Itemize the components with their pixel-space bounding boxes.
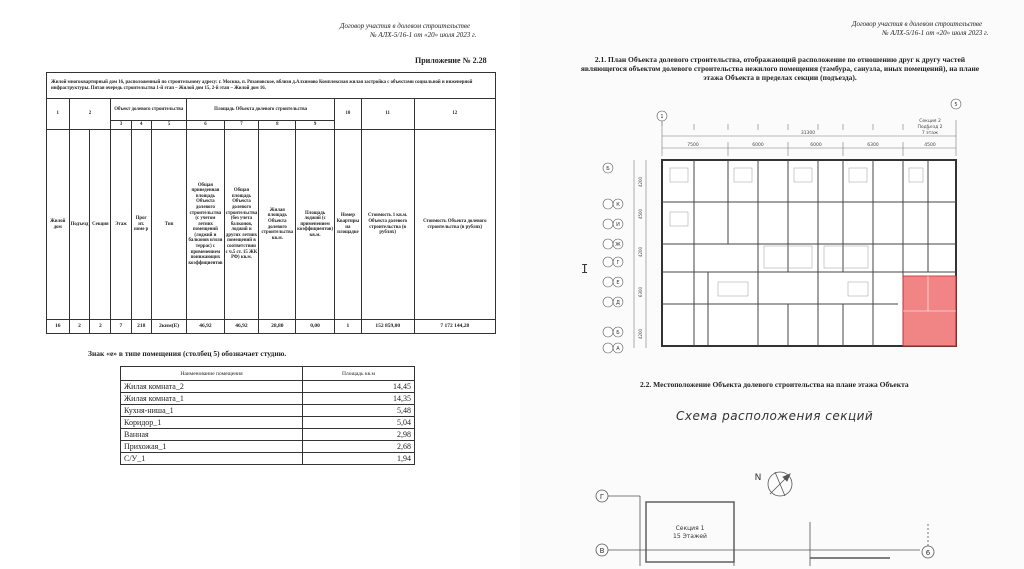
dimension-label: 31300: [800, 131, 816, 136]
floor-plan: [598, 96, 1010, 364]
section-1-floors: 15 Этажей: [673, 533, 707, 540]
table-data-row: 16 2 2 7 218 2кнм(Е) 46,92 46,92 28,80 0,00 1 152 859,00 7 172 144,28: [47, 320, 496, 334]
axis-label: 5: [954, 102, 958, 108]
axis-label: Д: [616, 300, 620, 306]
axis-label: В: [599, 547, 605, 555]
axis-label: Б: [616, 330, 620, 336]
dimension-label: 4500: [924, 143, 936, 148]
axis-label: И: [616, 222, 620, 228]
table-row: Жилая комната_2 14,45: [121, 381, 415, 393]
table-header-row: Жилой дом Подъезд Секция Этаж Прог ит. номе р Тип Общая приведенная площадь Объекта долевого строительства (с учетом летних помещений (лоджий и балконов и/или террас) с применением понижающих коэффициентов Общая площадь Объекта долевого строительства (без учета балконов, лоджий и других летних помещений в соответствии с ч.5 ст. 15 ЖК РФ) кв.м. Жилая площадь Объекта долевого строительства кв.м. Площадь лоджий (с применением коэффициентов) кв.м. Номер Квартиры на площадке Стоимость 1 кв.м. Объекта долевого строительства (в рублях) Стоимость Объекта долевого строительства (в рублях): [47, 130, 496, 320]
north-label: N: [754, 473, 762, 483]
dimension-label: 7500: [687, 143, 699, 148]
section-2-2-title: 2.2. Местоположение Объекта долевого строительства на плане этажа Объекта: [640, 380, 909, 389]
plan-floor-label: 7 этаж: [921, 131, 939, 136]
table-row: Жилая комната_1 14,35: [121, 393, 415, 405]
dimension-label: 6000: [810, 143, 822, 148]
section-2-1-title: 2.1. План Объекта долевого строительства, отображающий расположение по отношению друг к другу частей являющегося объектом долевого строительства нежилого помещения (тамбура, санузла, иных помещений), на плане этажа Объекта в пределах секции (подъезда).: [580, 55, 980, 82]
table-row: Прихожая_1 2,68: [121, 441, 415, 453]
appendix-title: Приложение № 2.28: [415, 56, 487, 65]
text-cursor-icon: I: [581, 262, 589, 276]
plan-entrance-label: Подъезд 2: [917, 125, 943, 130]
dimension-label: 4200: [638, 246, 643, 258]
axis-label: А: [616, 346, 620, 352]
axis-label: К: [616, 202, 620, 208]
axis-label: Г: [616, 260, 620, 266]
dimension-label: 4200: [638, 328, 643, 340]
table-row: С/У_1 1,94: [121, 453, 415, 465]
scheme-caption: Схема расположения секций: [676, 409, 874, 423]
studio-note: Знак «е» в типе помещения (столбец 5) обозначает студию.: [88, 349, 287, 358]
axis-label: 1: [660, 114, 664, 120]
dimension-label: 6300: [867, 143, 879, 148]
apartment-table: Жилой многоквартирный дом 16, расположенный по строительному адресу: г. Москва, п. Рязановское, вблизи д.Алхимово Комплексная жилая застройка с объектами социальной и инженерной инфраструктуры. Пятая очередь строительства 1-й этап – Жилой дом 15, 2-й этап – Жилой дом 16. 1 2 Объект долевого строительства Площадь Объекта долевого строительства 10 11 12 3 4 5 6 7 8 9 Жилой дом Подъезд Секция Этаж Прог ит. номе р Тип Общая приведенная площадь Объекта долевого строительства (с учетом летних помещений (лоджий и балконов и/или террас) с применением понижающих коэффициентов Общая площадь Объекта долевого строительства (без учета балконов, лоджий и других летних помещений в соответствии с ч.5 ст. 15 ЖК РФ) кв.м. Жилая площадь Объекта долевого строительства кв.м. Площадь лоджий (с применением коэффициентов) кв.м. Номер Квартиры на площадке Стоимость 1 кв.м. Объекта долевого строительства (в рублях) Стоимость Объекта долевого строительства (в рублях) 16 2 2 7 218 2кнм(Е) 46,92 46,92 28,80 0,00 1 152 859,00 7 172 144,28: [46, 72, 496, 334]
table-row: Кухня-ниша_1 5,48: [121, 405, 415, 417]
section-1-label: Секция 1: [675, 525, 705, 532]
axis-label: Ж: [615, 242, 621, 248]
axis-label: Б: [606, 166, 610, 172]
rooms-table: Наименование помещения Площадь кв.м Жилая комната_2 14,45 Жилая комната_1 14,35 Кухня-ниша_1 5,48 Коридор_1 5,04 Ванная 2,98 Прихожая_1 2,68 С/У_1 1,94: [120, 366, 415, 465]
axis-label: 6: [925, 549, 931, 557]
left-header: Договор участия в долевом строительстве № АЛХ-5/16-1 от «20» июля 2023 г.: [340, 22, 477, 39]
table-row: Ванная 2,98: [121, 429, 415, 441]
dimension-label: 6300: [638, 286, 643, 298]
axis-label: Е: [616, 280, 620, 286]
dimension-label: 4200: [638, 176, 643, 188]
right-header: Договор участия в долевом строительстве № АЛХ-5/16-1 от «20» июля 2023 г.: [852, 20, 989, 37]
dimension-label: 6000: [752, 143, 764, 148]
sections-scheme: [590, 462, 1010, 566]
project-description: Жилой многоквартирный дом 16, расположенный по строительному адресу: г. Москва, п. Рязановское, вблизи д.Алхимово Комплексная жилая застройка с объектами социальной и инженерной инфраструктуры. Пятая очередь строительства 1-й этап – Жилой дом 15, 2-й этап – Жилой дом 16.: [47, 73, 496, 99]
axis-label: Г: [599, 493, 605, 501]
dimension-label: 4500: [638, 208, 643, 220]
table-row: Коридор_1 5,04: [121, 417, 415, 429]
plan-section-label: Секция 2: [919, 119, 941, 124]
